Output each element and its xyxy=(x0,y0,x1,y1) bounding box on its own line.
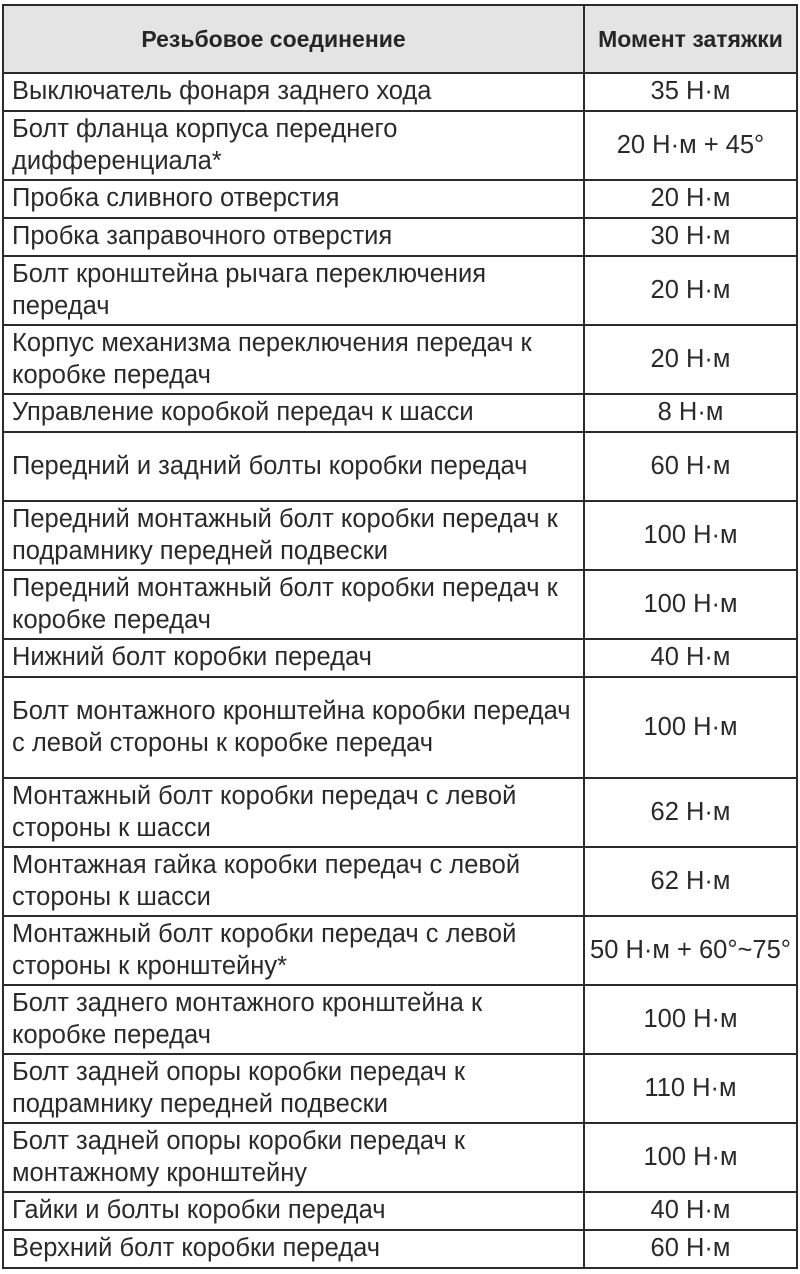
table-row xyxy=(3,394,797,432)
table-row xyxy=(3,432,797,501)
connection-cell: Монтажная гайка коробки передач с левой стороны к шасси xyxy=(3,847,584,916)
torque-cell: 60 Н·м xyxy=(584,1230,797,1268)
connection-cell: Передний монтажный болт коробки передач к подрамнику передней подвески xyxy=(3,501,584,570)
connection-cell: Болт задней опоры коробки передач к подрамнику передней подвески xyxy=(3,1054,584,1123)
connection-cell: Монтажный болт коробки передач с левой стороны к кронштейну* xyxy=(3,916,584,985)
torque-cell: 100 Н·м xyxy=(584,985,797,1054)
torque-cell: 60 Н·м xyxy=(584,432,797,501)
torque-cell: 100 Н·м xyxy=(584,501,797,570)
connection-cell: Гайки и болты коробки передач xyxy=(3,1192,584,1230)
torque-table-container xyxy=(2,4,796,1269)
table-row xyxy=(3,325,797,394)
torque-cell: 62 Н·м xyxy=(584,847,797,916)
torque-cell: 40 Н·м xyxy=(584,1192,797,1230)
table-row xyxy=(3,73,797,111)
connection-cell: Болт монтажного кронштейна коробки передач с левой стороны к коробке передач xyxy=(3,677,584,778)
torque-cell: 8 Н·м xyxy=(584,394,797,432)
table-row xyxy=(3,677,797,778)
torque-cell: 20 Н·м xyxy=(584,180,797,218)
connection-cell: Выключатель фонаря заднего хода xyxy=(3,73,584,111)
connection-cell: Пробка сливного отверстия xyxy=(3,180,584,218)
torque-cell: 20 Н·м xyxy=(584,325,797,394)
connection-cell: Передний и задний болты коробки передач xyxy=(3,432,584,501)
table-row xyxy=(3,916,797,985)
header-torque: Момент затяжки xyxy=(584,5,797,73)
table-row xyxy=(3,985,797,1054)
torque-cell: 100 Н·м xyxy=(584,677,797,778)
connection-cell: Нижний болт коробки передач xyxy=(3,639,584,677)
table-row xyxy=(3,180,797,218)
connection-cell: Пробка заправочного отверстия xyxy=(3,218,584,256)
torque-cell: 20 Н·м + 45° xyxy=(584,111,797,180)
table-body xyxy=(3,73,797,1268)
table-row xyxy=(3,1192,797,1230)
header-connection: Резьбовое соединение xyxy=(3,5,584,73)
torque-cell: 110 Н·м xyxy=(584,1054,797,1123)
table-row xyxy=(3,256,797,325)
torque-cell: 62 Н·м xyxy=(584,778,797,847)
connection-cell: Управление коробкой передач к шасси xyxy=(3,394,584,432)
table-row xyxy=(3,847,797,916)
torque-cell: 100 Н·м xyxy=(584,570,797,639)
torque-table xyxy=(2,4,798,1269)
torque-cell: 20 Н·м xyxy=(584,256,797,325)
table-row xyxy=(3,639,797,677)
table-row xyxy=(3,1230,797,1268)
connection-cell: Монтажный болт коробки передач с левой стороны к шасси xyxy=(3,778,584,847)
table-row xyxy=(3,1054,797,1123)
connection-cell: Передний монтажный болт коробки передач к коробке передач xyxy=(3,570,584,639)
connection-cell: Болт фланца корпуса переднего дифференциала* xyxy=(3,111,584,180)
connection-cell: Корпус механизма переключения передач к коробке передач xyxy=(3,325,584,394)
connection-cell: Болт заднего монтажного кронштейна к коробке передач xyxy=(3,985,584,1054)
table-row xyxy=(3,501,797,570)
connection-cell: Болт задней опоры коробки передач к монтажному кронштейну xyxy=(3,1123,584,1192)
torque-cell: 35 Н·м xyxy=(584,73,797,111)
torque-cell: 50 Н·м + 60°~75° xyxy=(584,916,797,985)
torque-cell: 100 Н·м xyxy=(584,1123,797,1192)
torque-cell: 40 Н·м xyxy=(584,639,797,677)
table-row xyxy=(3,778,797,847)
table-header xyxy=(3,5,797,73)
connection-cell: Верхний болт коробки передач xyxy=(3,1230,584,1268)
header-row xyxy=(3,5,797,73)
table-row xyxy=(3,1123,797,1192)
torque-cell: 30 Н·м xyxy=(584,218,797,256)
connection-cell: Болт кронштейна рычага переключения передач xyxy=(3,256,584,325)
table-row xyxy=(3,111,797,180)
table-row xyxy=(3,218,797,256)
table-row xyxy=(3,570,797,639)
